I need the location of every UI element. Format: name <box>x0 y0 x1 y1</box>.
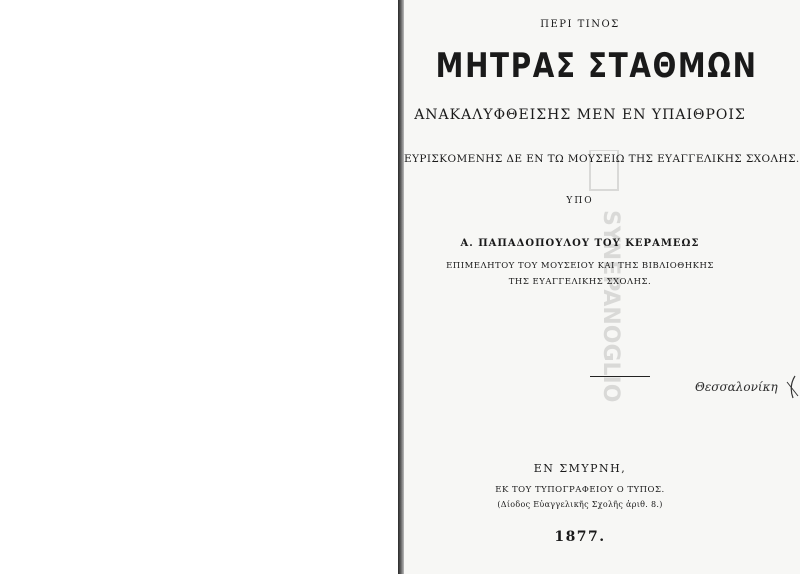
author-role-line-1: ΕΠΙΜΕΛΗΤΟΥ ΤΟΥ ΜΟΥΣΕΙΟΥ ΚΑΙ ΤΗΣ ΒΙΒΛΙΟΘΗΚΗΣ <box>446 261 714 271</box>
author-name: Α. ΠΑΠΑΔΟΠΟΥΛΟΥ ΤΟΥ ΚΕΡΑΜΕΩΣ <box>460 238 700 249</box>
title-page <box>404 0 800 574</box>
subtitle-line-2: ΕΥΡΙΣΚΟΜΕΝΗΣ ΔΕ ΕΝ ΤΩ ΜΟΥΣΕΙΩ ΤΗΣ ΕΥΑΓΓΕΛΙΚΗΣ ΣΧΟΛΗΣ. <box>404 153 800 165</box>
pre-title: ΠΕΡΙ ΤΙΝΟΣ <box>540 19 620 30</box>
publication-place: ΕΝ ΣΜΥΡΝΗ, <box>533 462 627 475</box>
printer-name: ΕΚ ΤΟΥ ΤΥΠΟΓΡΑΦΕΙΟΥ Ο ΤΥΠΟΣ. <box>495 485 665 495</box>
author-role-line-2: ΤΗΣ ΕΥΑΓΓΕΛΙΚΗΣ ΣΧΟΛΗΣ. <box>508 277 652 287</box>
watermark-text: SYNEPANOGLIO <box>598 210 623 403</box>
handwritten-note <box>687 374 800 404</box>
page-title: ΜΗΤΡΑΣ ΣΤΑΘΜΩΝ <box>435 46 758 86</box>
subtitle-line-1: ΑΝΑΚΑΛΥΦΘΕΙΣΗΣ ΜΕΝ ΕΝ ΥΠΑΙΘΡΟΙΣ <box>414 107 746 123</box>
watermark-stamp <box>584 150 624 430</box>
divider-rule <box>590 376 650 377</box>
publication-year: 1877. <box>554 529 606 545</box>
printer-address: (Δίοδος Εὐαγγελικῆς Σχολῆς ἀριθ. 8.) <box>497 500 663 509</box>
handwritten-text: Θεσσαλονίκη <box>695 380 778 394</box>
by-label: ΥΠΟ <box>566 196 594 206</box>
